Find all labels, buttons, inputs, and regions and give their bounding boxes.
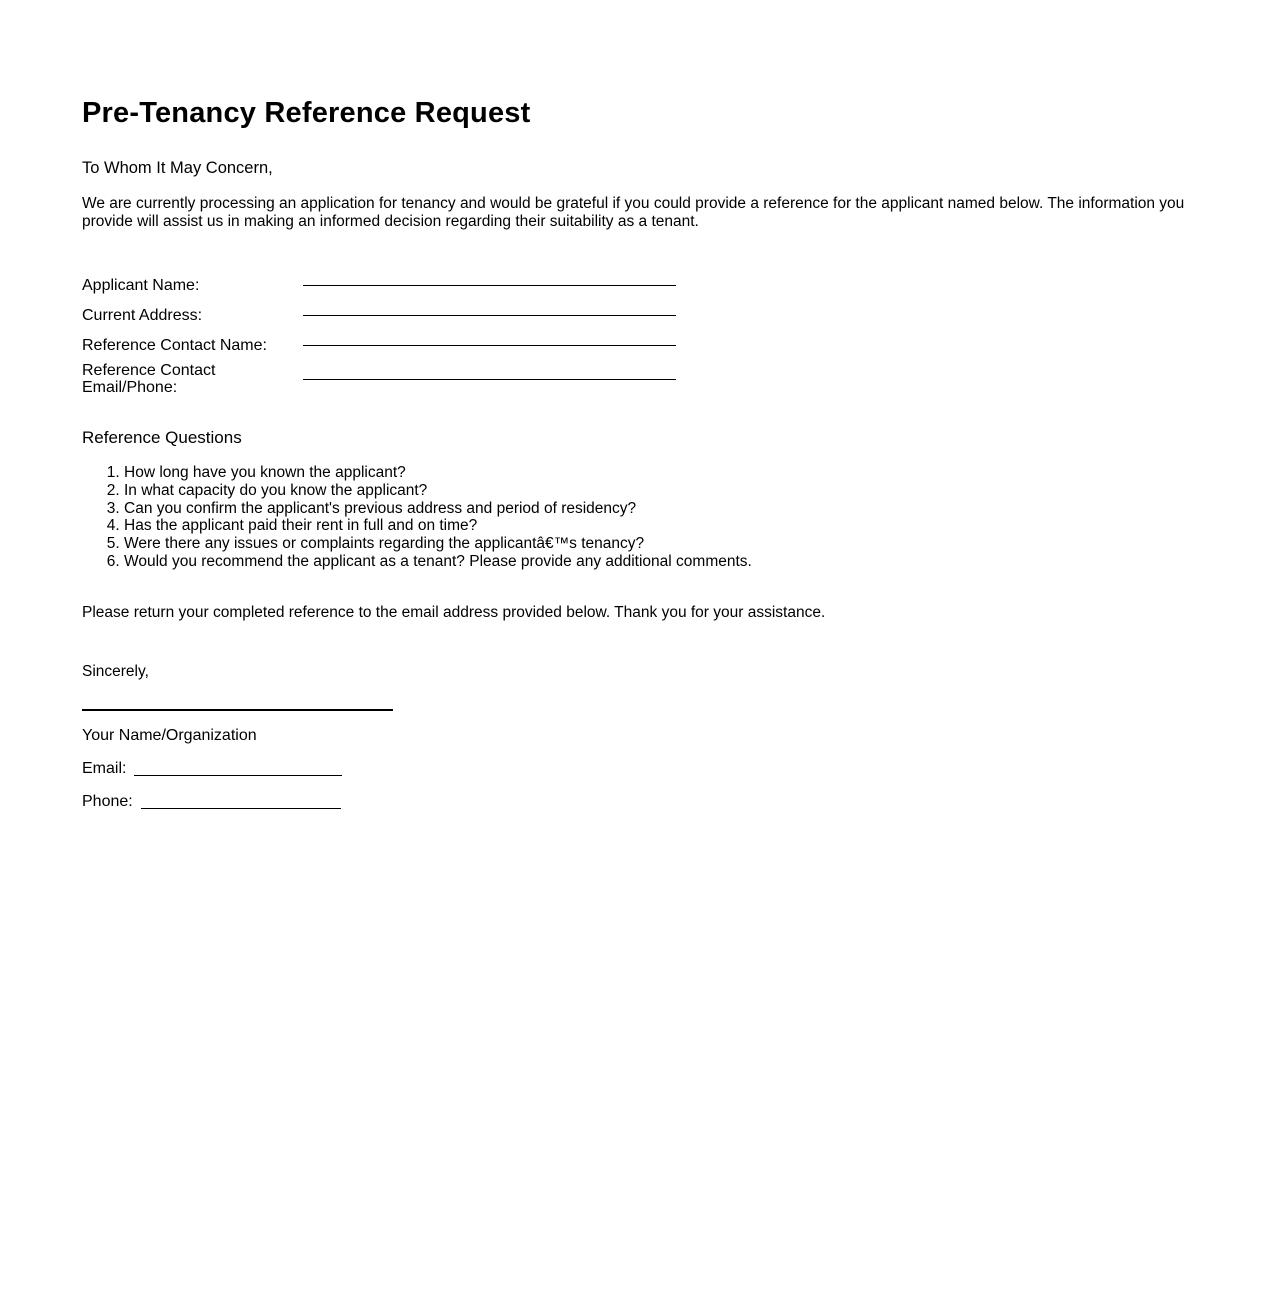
question-item-6: 6. Would you recommend the applicant as a tenant? Please provide any additional comments. bbox=[124, 553, 1190, 571]
reference-contact-email-phone-label: Reference Contact Email/Phone: bbox=[82, 362, 216, 396]
field-row-reference-contact-name bbox=[82, 330, 1190, 360]
question-item-4: 4. Has the applicant paid their rent in full and on time? bbox=[124, 517, 1190, 535]
current-address-label: Current Address: bbox=[82, 306, 203, 324]
phone-blank-line bbox=[141, 808, 341, 809]
field-row-reference-contact-email-phone bbox=[82, 360, 1190, 398]
email-label: Email: bbox=[82, 760, 127, 778]
intro-paragraph: We are currently processing an application for tenancy and would be grateful if you could provide a reference for the applicant named below. The information you provide will assist us in making an informed decision regarding their suitability as a tenant. bbox=[82, 195, 1185, 230]
applicant-name-blank-line bbox=[303, 285, 676, 286]
reference-questions-heading: Reference Questions bbox=[82, 428, 242, 447]
question-item-1: 1. How long have you known the applicant? bbox=[124, 464, 1190, 482]
field-row-current-address bbox=[82, 300, 1190, 330]
signature-blank-line bbox=[82, 709, 393, 711]
reference-contact-email-phone-blank-line bbox=[303, 379, 676, 380]
question-item-3: 3. Can you confirm the applicant's previous address and period of residency? bbox=[124, 500, 1190, 518]
reference-questions-list bbox=[82, 464, 1190, 571]
field-row-applicant-name bbox=[82, 270, 1190, 300]
reference-contact-name-label: Reference Contact Name: bbox=[82, 336, 267, 354]
email-blank-line bbox=[134, 775, 342, 776]
phone-label: Phone: bbox=[82, 793, 133, 811]
reference-contact-name-blank-line bbox=[303, 345, 676, 346]
salutation: To Whom It May Concern, bbox=[82, 159, 273, 177]
applicant-name-label: Applicant Name: bbox=[82, 276, 200, 294]
page-title: Pre-Tenancy Reference Request bbox=[82, 97, 531, 129]
email-row bbox=[82, 759, 1190, 778]
question-item-5: 5. Were there any issues or complaints regarding the applicantâ€™s tenancy? bbox=[124, 535, 1190, 553]
signature-caption: Your Name/Organization bbox=[82, 727, 257, 745]
current-address-blank-line bbox=[303, 315, 676, 316]
closing-note: Please return your completed reference to the email address provided below. Thank you for your assistance. bbox=[82, 603, 826, 621]
question-item-2: 2. In what capacity do you know the applicant? bbox=[124, 482, 1190, 500]
signoff: Sincerely, bbox=[82, 663, 149, 681]
phone-row bbox=[82, 792, 1190, 811]
applicant-fields bbox=[82, 270, 1190, 398]
